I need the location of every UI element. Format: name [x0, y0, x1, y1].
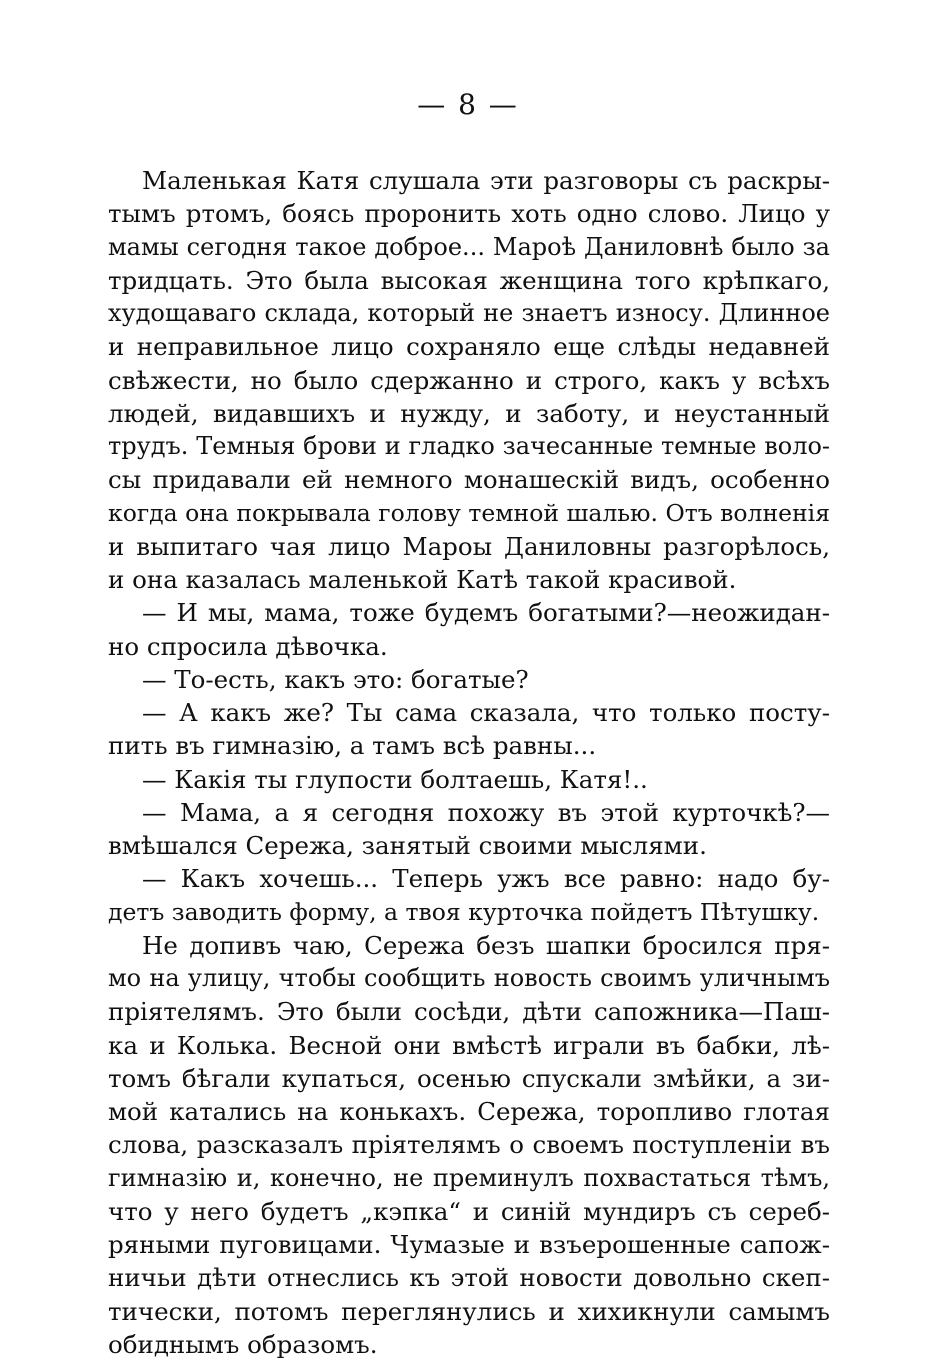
text-line: мамы сегодня такое доброе... Мароѣ Даниловнѣ было за — [108, 232, 830, 261]
body-text — [108, 164, 830, 1361]
text-line: пріятелямъ. Это были сосѣди, дѣти сапожника—Паш- — [108, 997, 830, 1027]
text-line: вмѣшался Сережа, занятый своими мыслями. — [108, 831, 707, 860]
text-line: сы придавали ей немного монашескій видъ, особенно — [108, 465, 830, 495]
text-line: детъ заводить форму, а твоя курточка пойдетъ Пѣтушку. — [108, 897, 820, 926]
text-line: — А какъ же? Ты сама сказала, что только посту- — [142, 698, 830, 727]
text-line: гимназію и, конечно, не преминулъ похвастаться тѣмъ, — [108, 1163, 830, 1192]
text-line: тридцать. Это была высокая женщина того крѣпкаго, — [108, 265, 830, 295]
text-line: что у него будетъ „кэпка“ и синій мундиръ съ сереб- — [108, 1196, 830, 1226]
text-line: когда она покрывала голову темной шалью. Отъ волненія — [108, 498, 830, 527]
text-line: мой катались на конькахъ. Сережа, торопливо глотая — [108, 1097, 830, 1126]
text-line: ка и Колька. Весной они вмѣстѣ играли въ бабки, лѣ- — [108, 1030, 830, 1060]
text-line: Маленькая Катя слушала эти разговоры съ раскры- — [142, 166, 830, 195]
text-line: — То-есть, какъ это: богатые? — [142, 664, 529, 694]
text-line: — И мы, мама, тоже будемъ богатыми?—неожидан- — [142, 598, 830, 628]
text-line: тически, потомъ переглянулись и хихикнули самымъ — [108, 1296, 830, 1326]
text-line: ничьи дѣти отнеслись къ этой новости довольно скеп- — [108, 1263, 830, 1293]
text-line: томъ бѣгали купаться, осенью спускали змѣйки, а зи- — [108, 1063, 830, 1093]
text-line: — Какія ты глупости болтаешь, Катя!.. — [142, 764, 648, 794]
page-number: — 8 — — [417, 88, 519, 121]
text-line: свѣжести, но было сдержанно и строго, какъ у всѣхъ — [108, 365, 830, 395]
text-line: — Какъ хочешь... Теперь ужъ все равно: надо бу- — [142, 864, 830, 894]
text-line: но спросила дѣвочка. — [108, 631, 388, 661]
text-line: пить въ гимназію, а тамъ всѣ равны... — [108, 731, 597, 761]
text-line: — Мама, а я сегодня похожу въ этой курточкѣ?— — [142, 797, 830, 827]
text-line: людей, видавшихъ и нужду, и заботу, и неустанный — [108, 398, 830, 428]
text-line: ряными пуговицами. Чумазые и взъерошенные сапож- — [108, 1230, 830, 1259]
text-line: и она казалась маленькой Катѣ такой красивой. — [108, 565, 737, 594]
text-line: трудъ. Темныя брови и гладко зачесанные темные воло- — [108, 432, 830, 460]
text-line: слова, разсказалъ пріятелямъ о своемъ поступленіи въ — [108, 1130, 830, 1160]
text-line: Не допивъ чаю, Сережа безъ шапки бросился пря- — [142, 930, 830, 960]
text-line: и выпитаго чая лицо Мароы Даниловны разгорѣлось, — [108, 531, 830, 561]
text-line: мо на улицу, чтобы сообщить новость своимъ уличнымъ — [108, 964, 830, 992]
text-line: худощаваго склада, который не знаетъ износу. Длинное — [108, 299, 830, 327]
text-line: тымъ ртомъ, боясь проронить хоть одно слово. Лицо у — [108, 199, 830, 229]
text-line: и неправильное лицо сохраняло еще слѣды недавней — [108, 332, 830, 362]
text-line: обиднымъ образомъ. — [108, 1329, 378, 1359]
